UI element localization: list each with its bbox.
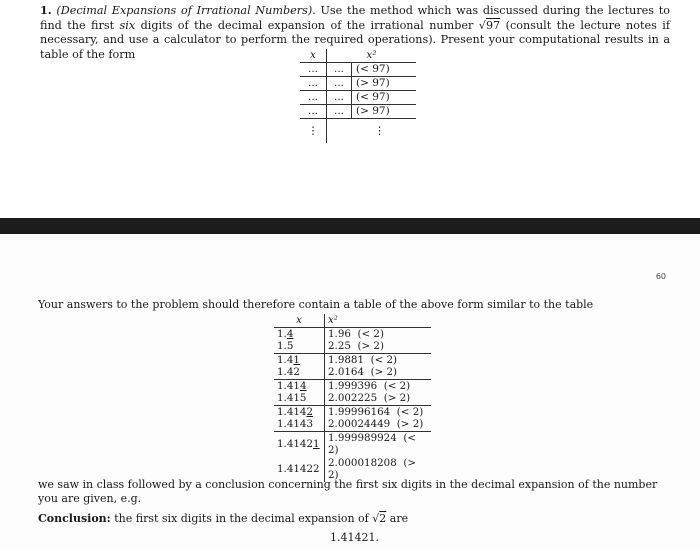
template-row-vdots (300, 119, 416, 144)
table-row (274, 327, 431, 340)
x-value: 1.41422 (277, 462, 320, 475)
template-table (300, 49, 416, 143)
example-header-x2: x² (325, 314, 432, 327)
template-row (300, 91, 416, 105)
comparison: (< 2) (396, 405, 424, 418)
x2-value: 1.96 (328, 327, 351, 340)
conclusion-text-a: the first six digits in the decimal expansion of (110, 512, 373, 525)
problem-radicand: 97 (485, 18, 501, 32)
problem-number: 1. (40, 3, 52, 17)
table-row (274, 379, 431, 392)
comparison: (> 2) (396, 418, 424, 430)
x2-value: 1.999989924 (328, 431, 397, 444)
comparison: (> 2) (328, 456, 416, 481)
x2-value: 2.00024449 (328, 418, 391, 430)
template-vdots-x2: ⋮ (374, 124, 385, 137)
template-row (300, 63, 416, 77)
x2-value: 2.002225 (328, 392, 378, 404)
x-value: 1.4 (277, 353, 294, 366)
problem-text-c: (consult the lecture notes if necessary, and use a calculator to perform the required operations). Present your computational results in a table of the form (40, 18, 670, 61)
comparison: (> 2) (357, 340, 384, 352)
example-table-header (274, 314, 431, 327)
x2-value: 1.99996164 (328, 405, 391, 418)
table-row (274, 353, 431, 366)
x-value: 1.41 (277, 379, 300, 392)
x-digit-underlined: 2 (306, 405, 314, 418)
template-row (300, 105, 416, 119)
comparison: (< 2) (383, 379, 411, 392)
template-header-x: x (300, 49, 327, 63)
problem-text-b: digits of the decimal expansion of the irrational number (135, 18, 479, 32)
x-digit-underlined: 1 (293, 353, 300, 366)
template-cell: (< 97) (352, 91, 417, 105)
example-table (274, 314, 431, 482)
comparison: (< 2) (357, 327, 384, 340)
table-row (274, 366, 431, 379)
comparison: (> 2) (370, 366, 398, 378)
template-cell: ... (327, 63, 352, 77)
template-cell: ... (327, 77, 352, 91)
problem-six-word: six (119, 18, 136, 32)
x-digit-underlined: 1 (313, 437, 320, 450)
x-value: 1. (277, 327, 287, 340)
x2-value: 2.000018208 (328, 456, 397, 469)
page-separator-band (0, 218, 700, 234)
x-value: 1.5 (277, 340, 294, 352)
sqrt-symbol: √ (372, 512, 380, 525)
template-vdots-x: ⋮ (300, 119, 327, 144)
x2-value: 2.25 (328, 340, 351, 352)
template-table-header (300, 49, 416, 63)
sqrt-symbol: √ (478, 18, 486, 32)
template-cell: (> 97) (352, 105, 417, 119)
table-row (274, 392, 431, 405)
x-digit-underlined: 4 (299, 379, 307, 392)
problem-text-a: Use the method which was discussed during the lectures to find the first (40, 4, 670, 32)
template-cell: ... (327, 105, 352, 119)
comparison: (> 2) (383, 392, 411, 404)
comparison: (< 2) (328, 431, 416, 456)
x-value: 1.4142 (277, 437, 314, 450)
conclusion-radicand: 2 (379, 512, 387, 525)
x2-value: 2.0164 (328, 366, 365, 378)
template-row (300, 77, 416, 91)
example-header-x: x (274, 314, 325, 327)
x2-value: 1.999396 (328, 379, 378, 392)
template-header-x2: x² (327, 49, 417, 63)
template-cell: ... (300, 77, 327, 91)
template-cell: (< 97) (352, 63, 417, 77)
x-digit-underlined: 4 (286, 327, 294, 340)
x-value: 1.414 (277, 405, 307, 418)
x2-value: 1.9881 (328, 353, 365, 366)
followup-text: we saw in class followed by a conclusion concerning the first six digits in the decimal expansion of the number you are given, e.g. (38, 478, 658, 505)
comparison: (< 2) (370, 353, 398, 366)
page-number: 60 (655, 272, 666, 281)
table-row (274, 405, 431, 418)
template-cell: ... (300, 63, 327, 77)
table-row (274, 418, 431, 431)
table-row (274, 340, 431, 353)
template-cell: ... (327, 91, 352, 105)
template-cell: (> 97) (352, 77, 417, 91)
conclusion-text-b: are (386, 512, 409, 525)
conclusion-label: Conclusion: (38, 512, 111, 525)
problem-page-top (0, 0, 700, 218)
table-row (274, 431, 431, 457)
problem-title: (Decimal Expansions of Irrational Numbers). (56, 4, 316, 17)
conclusion-value: 1.41421. (330, 531, 379, 544)
x-value: 1.415 (277, 392, 307, 404)
template-cell: ... (300, 91, 327, 105)
conclusion-line (38, 512, 408, 525)
answer-intro: Your answers to the problem should therefore contain a table of the above form similar to the table (38, 298, 594, 311)
x-value: 1.42 (277, 366, 300, 378)
template-cell: ... (300, 105, 327, 119)
x-value: 1.4143 (277, 418, 314, 430)
